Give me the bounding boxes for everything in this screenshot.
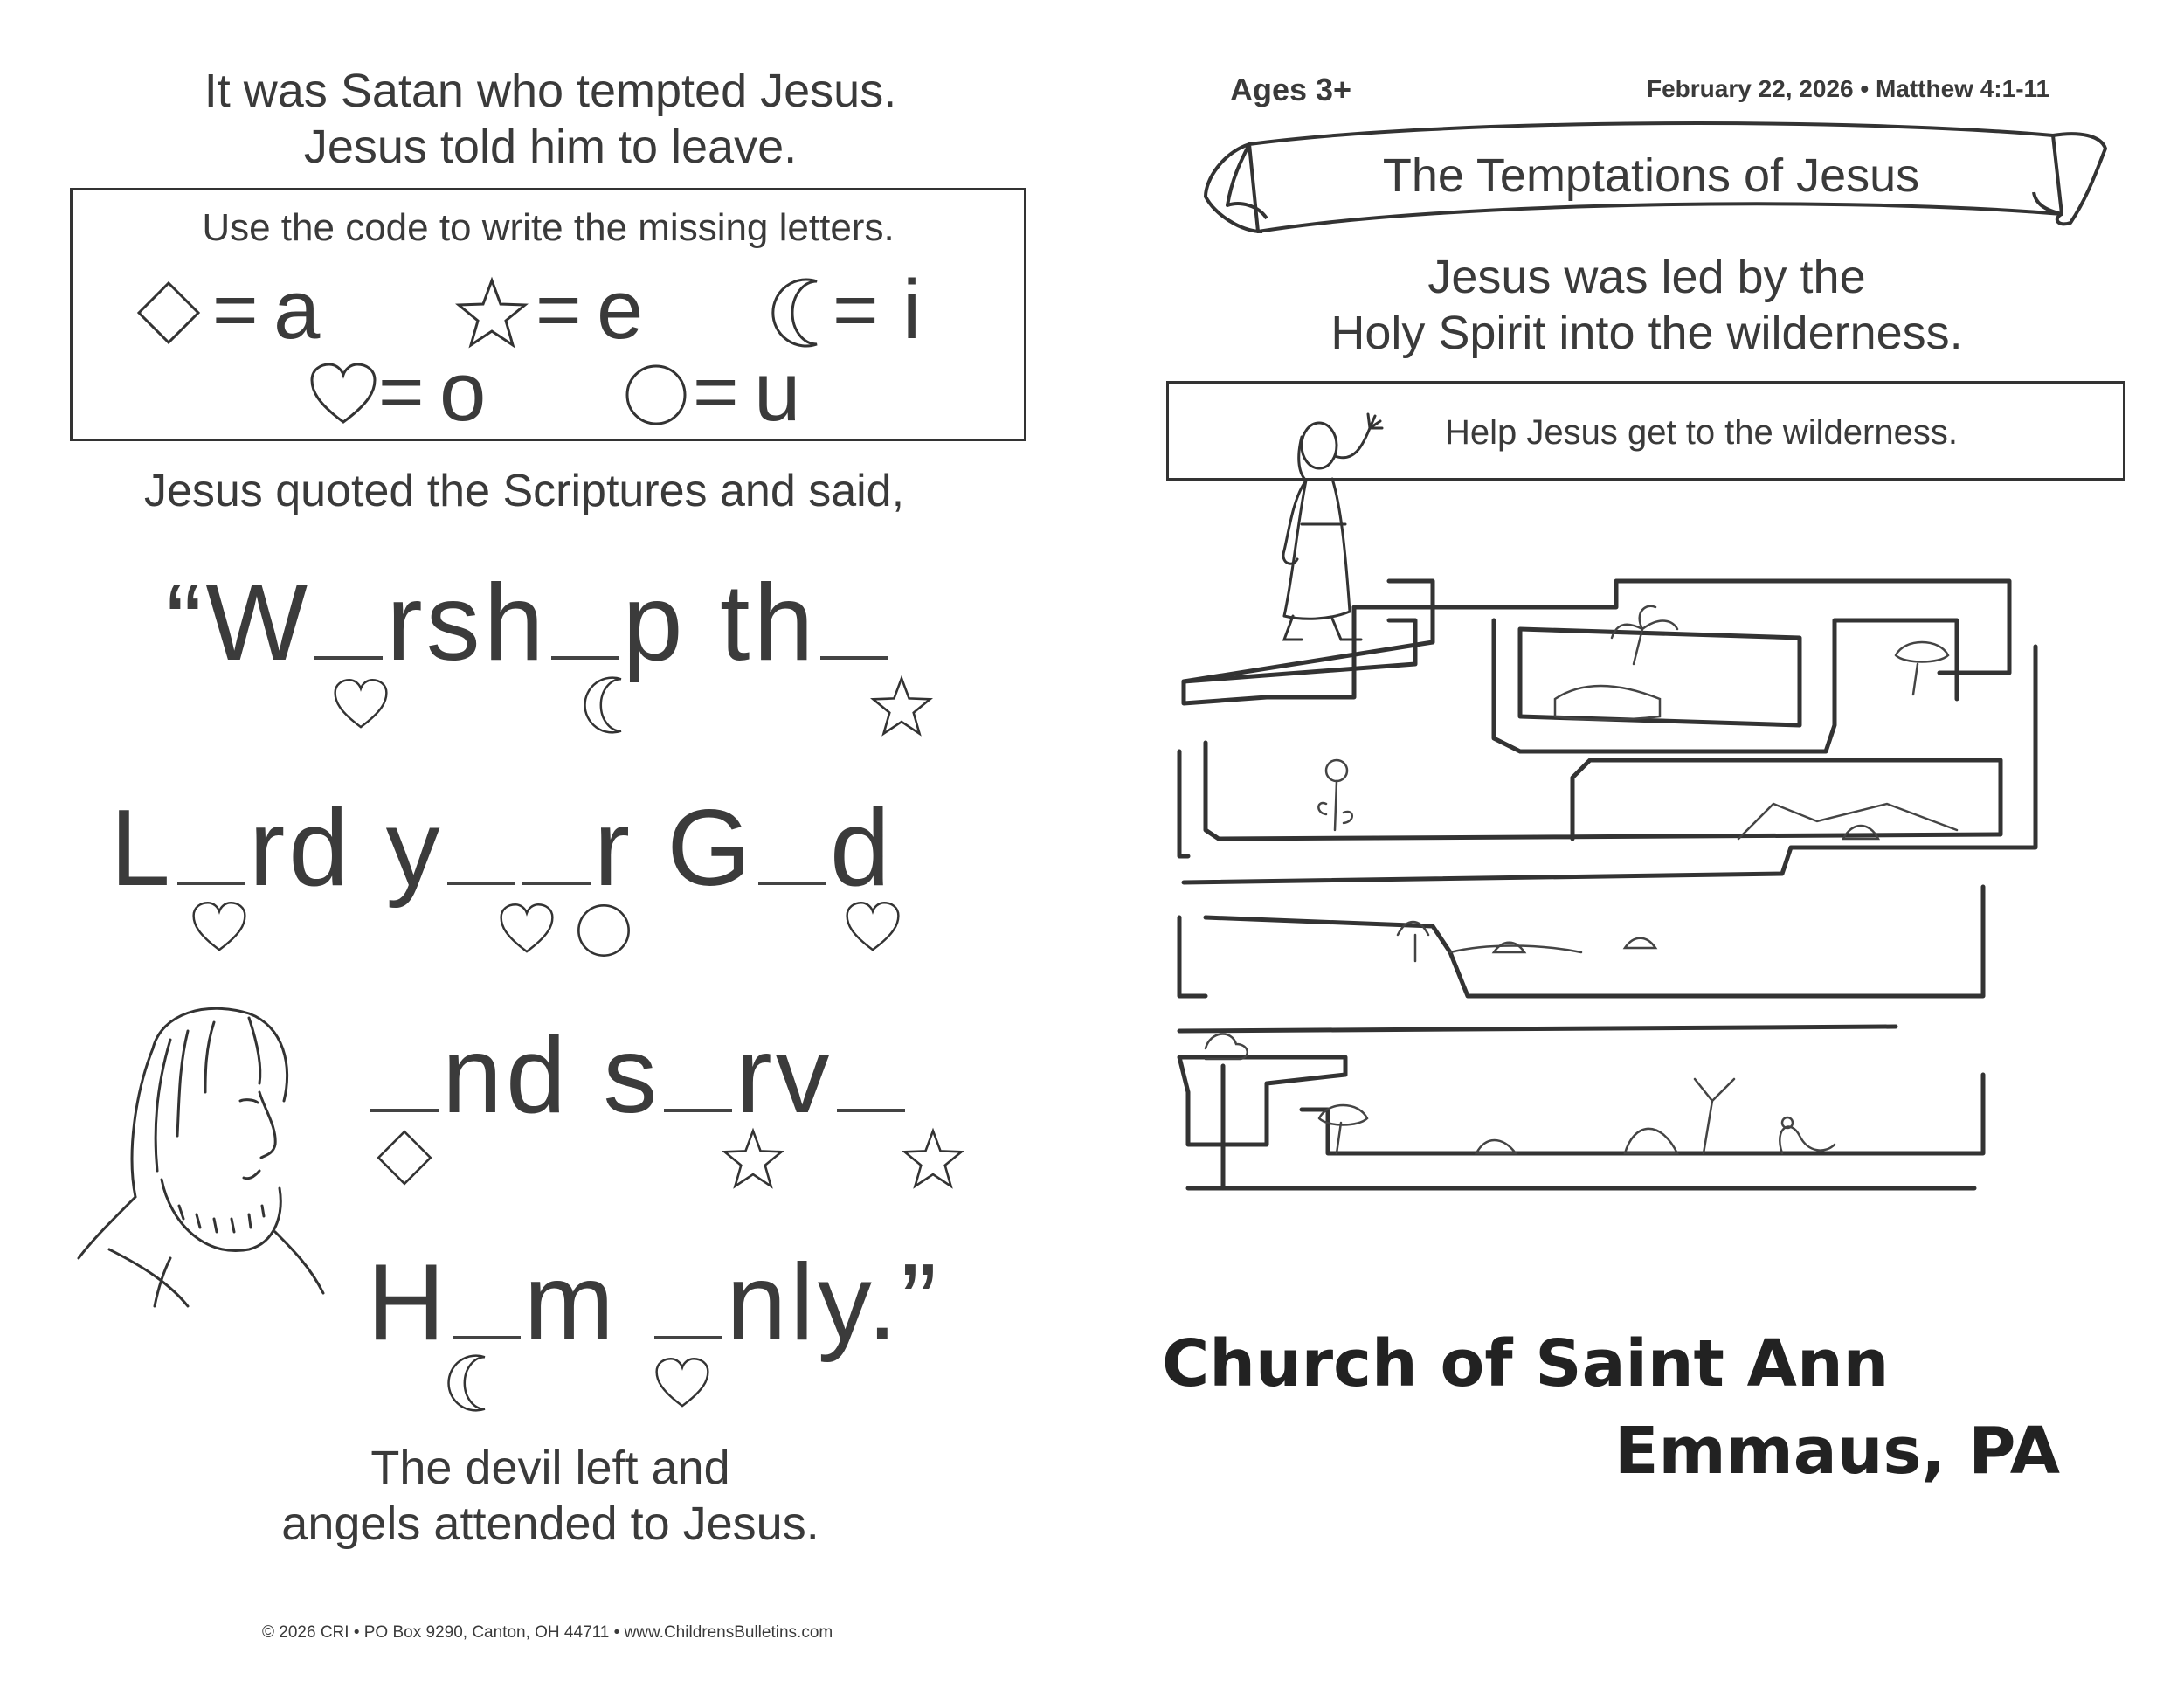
star-icon: [455, 276, 529, 349]
code-instructions: Use the code to write the missing letters.: [202, 206, 895, 249]
star-icon: [870, 675, 933, 737]
heart-icon: [308, 361, 378, 427]
code-equals: =: [536, 266, 582, 354]
puzzle-text: nd s: [442, 1015, 661, 1136]
letter-blank[interactable]: [758, 878, 826, 885]
jesus-face-icon: [74, 996, 336, 1311]
copyright-footer: © 2026 CRI • PO Box 9290, Canton, OH 44711 • www.ChildrensBulletins.com: [262, 1623, 833, 1642]
church-location: Emmaus, PA: [1614, 1414, 2061, 1489]
moon-icon: [771, 276, 841, 349]
heart-icon: [332, 677, 390, 731]
puzzle-text: p th: [622, 563, 818, 683]
puzzle-text: “W: [166, 563, 312, 683]
letter-blank[interactable]: [664, 1105, 732, 1112]
code-equals: =: [833, 266, 879, 354]
puzzle-text: r G: [593, 788, 755, 909]
letter-blank[interactable]: [453, 1332, 521, 1339]
code-key-box: [70, 188, 1026, 441]
diamond-icon: [374, 1127, 435, 1188]
letter-blank[interactable]: [551, 653, 619, 660]
date-scripture: February 22, 2026 • Matthew 4:1-11: [1647, 75, 2050, 102]
right-intro: [1171, 249, 2123, 361]
right-intro-line1: Jesus was led by the: [1427, 251, 1866, 303]
circle-icon: [575, 902, 632, 959]
puzzle-text: rv: [736, 1015, 833, 1136]
puzzle-line-1: [166, 561, 892, 685]
heart-icon: [190, 900, 248, 954]
puzzle-line-4: [367, 1241, 940, 1365]
letter-blank[interactable]: [370, 1105, 439, 1112]
star-icon: [902, 1127, 964, 1190]
code-letter-o: o: [439, 345, 487, 439]
code-equals: =: [212, 266, 259, 354]
code-letter-i: i: [902, 263, 922, 356]
moon-icon: [584, 675, 641, 736]
star-icon: [722, 1127, 784, 1190]
letter-blank[interactable]: [820, 653, 888, 660]
left-closing-line1: The devil left and: [370, 1442, 730, 1494]
banner-title: The Temptations of Jesus: [1382, 149, 1920, 202]
letter-blank[interactable]: [837, 1105, 905, 1112]
moon-icon: [447, 1352, 505, 1414]
left-intro: [70, 63, 1031, 175]
puzzle-text: rsh: [386, 563, 548, 683]
left-closing: [70, 1440, 1031, 1552]
heart-icon: [653, 1356, 711, 1410]
code-letter-e: e: [597, 263, 644, 356]
puzzle-text: d: [829, 788, 894, 909]
right-intro-line2: Holy Spirit into the wilderness.: [1330, 307, 1963, 359]
left-intro-line1: It was Satan who tempted Jesus.: [204, 65, 897, 117]
diamond-icon: [134, 278, 204, 348]
letter-blank[interactable]: [654, 1332, 722, 1339]
puzzle-text: H: [367, 1242, 449, 1363]
puzzle-line-3: [367, 1013, 909, 1138]
letter-blank[interactable]: [522, 878, 591, 885]
ages-label: Ages 3+: [1230, 72, 1352, 107]
letter-blank[interactable]: [177, 878, 245, 885]
left-intro-line2: Jesus told him to leave.: [303, 121, 798, 173]
code-letter-a: a: [273, 263, 321, 356]
code-equals: =: [693, 349, 739, 436]
left-closing-line2: angels attended to Jesus.: [281, 1498, 819, 1550]
maze-icon: [1171, 542, 2070, 1258]
letter-blank[interactable]: [314, 653, 383, 660]
puzzle-line-2: [110, 786, 894, 910]
code-letter-u: u: [754, 345, 801, 439]
puzzle-text: m: [523, 1242, 652, 1363]
letter-blank[interactable]: [447, 878, 515, 885]
puzzle-text: L: [110, 788, 174, 909]
puzzle-text: rd y: [248, 788, 444, 909]
code-equals: =: [378, 349, 425, 436]
heart-icon: [498, 902, 556, 956]
puzzle-text: nly.”: [726, 1242, 941, 1363]
church-name: Church of Saint Ann: [1162, 1326, 1890, 1401]
circle-icon: [623, 362, 689, 428]
heart-icon: [844, 900, 902, 954]
maze-instructions: Help Jesus get to the wilderness.: [1445, 413, 1958, 452]
quote-intro: Jesus quoted the Scriptures and said,: [143, 466, 905, 516]
